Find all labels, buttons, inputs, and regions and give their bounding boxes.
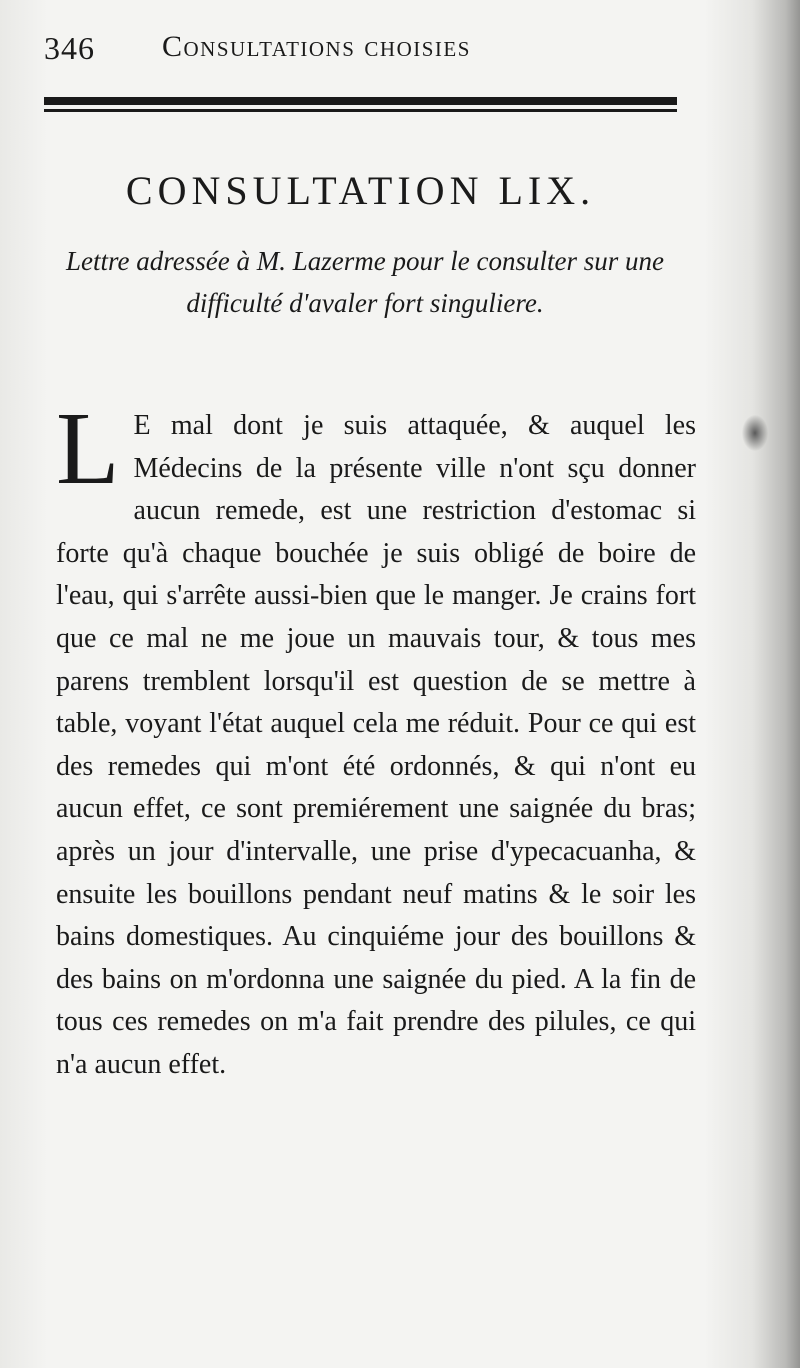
- page-gutter-shadow: [752, 0, 800, 1368]
- running-title: Consultations choisies: [162, 30, 471, 63]
- consultation-subtitle: Lettre adressée à M. Lazerme pour le consulter sur une difficulté d'avaler fort singuliere.: [66, 246, 664, 318]
- running-header: [44, 30, 684, 78]
- page-number: 346: [44, 30, 95, 66]
- letter-body: [56, 391, 696, 1087]
- ink-stain: [742, 415, 768, 451]
- consultation-title: CONSULTATION LIX.: [125, 167, 596, 213]
- letter-body-text: E mal dont je suis attaquée, & auquel les Médecins de la présente ville n'ont sçu donner aucun remede, est une restriction d'estomac si forte qu'à chaque bouchée je suis obligé de boire de l'eau, qui s'arrête aussi-bien que le manger. Je crains fort que ce mal ne me joue un mauvais tour, & tous mes parens tremblent lorsqu'il est question de se mettre à table, voyant l'état auquel cela me réduit. Pour ce qui est des remedes qui m'ont été ordonnés, & qui n'ont eu aucun effet, ce sont premiérement une saignée du bras; après un jour d'intervalle, une prise d'ypecacuanha, & ensuite les bouillons pendant neuf matins & le soir les bains domestiques. Au cinquiéme jour des bouillons & des bains on m'ordonna une saignée du pied. A la fin de tous ces remedes on m'a fait prendre des pilules, ce qui n'a aucun effet.: [56, 410, 696, 1080]
- header-rule-thick: [44, 97, 677, 105]
- header-rule-thin: [44, 109, 677, 112]
- drop-cap: L: [56, 391, 120, 506]
